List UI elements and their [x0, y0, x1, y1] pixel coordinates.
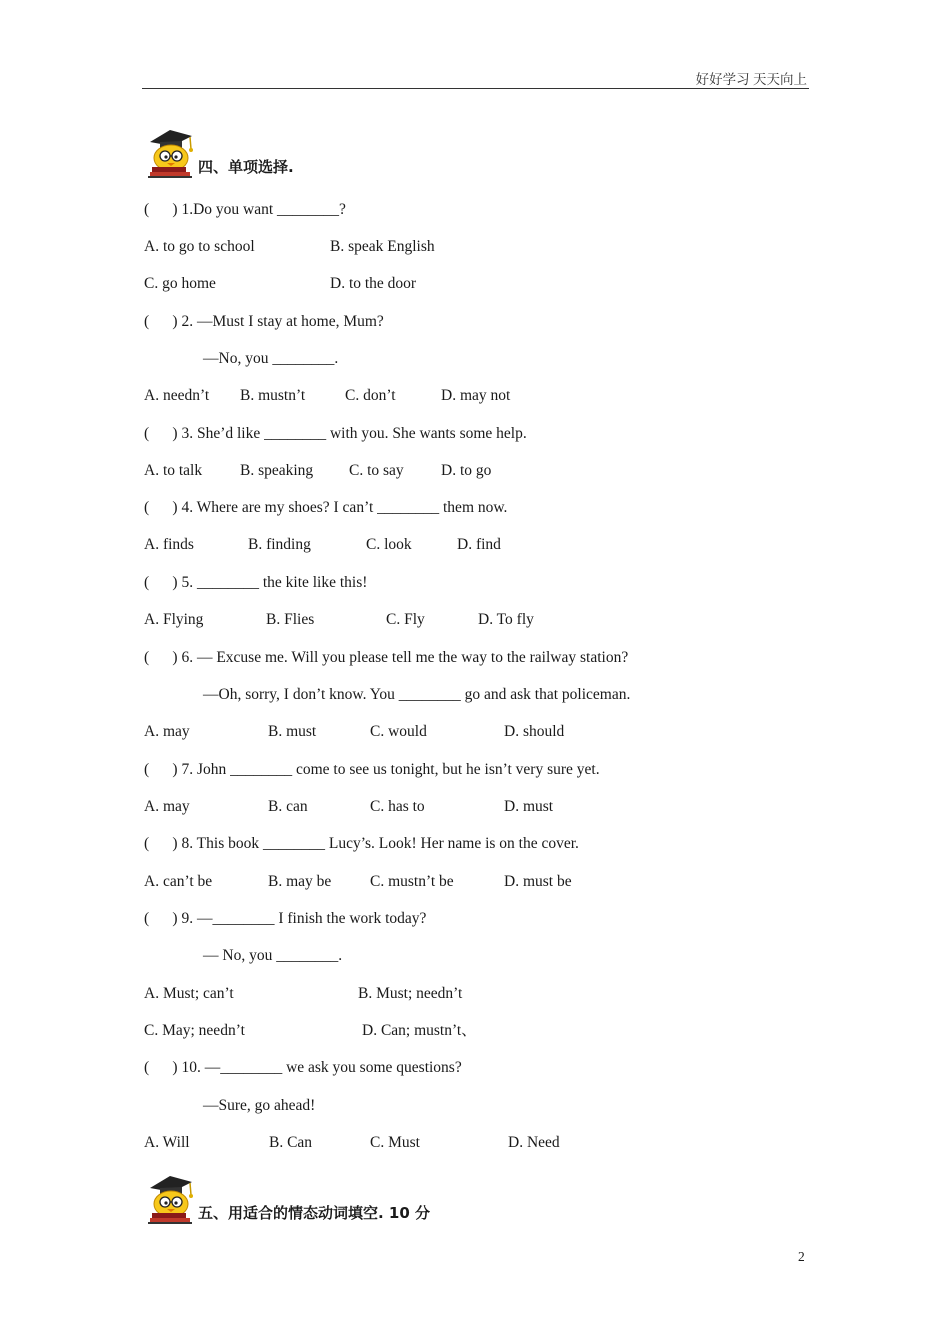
scholar-mascot-icon: [142, 1168, 196, 1224]
question-8-stem: ( ) 8. This book ________ Lucy’s. Look! Her name is on the cover.: [144, 835, 579, 852]
q2-option-c: C. don’t: [345, 387, 396, 404]
q3-option-b: B. speaking: [240, 462, 314, 479]
q1-option-a: A. to go to school: [144, 238, 255, 255]
question-9-reply: — No, you ________.: [203, 947, 343, 964]
q5-option-d: D. To fly: [478, 611, 534, 628]
question-6-reply: —Oh, sorry, I don’t know. You ________ go and ask that policeman.: [203, 686, 631, 703]
q4-option-c: C. look: [366, 536, 412, 553]
question-10-stem: ( ) 10. —________ we ask you some questions?: [144, 1059, 462, 1076]
q7-option-c: C. has to: [370, 798, 425, 815]
section-five-title: 五、用适合的情态动词填空. 10 分: [198, 1204, 431, 1222]
q9-option-d: D. Can; mustn’t、: [362, 1022, 477, 1039]
q3-option-a: A. to talk: [144, 462, 203, 479]
q8-option-a: A. can’t be: [144, 873, 213, 890]
q5-option-b: B. Flies: [266, 611, 315, 628]
q10-option-a: A. Will: [144, 1134, 190, 1151]
q7-option-d: D. must: [504, 798, 554, 815]
q4-option-a: A. finds: [144, 536, 194, 553]
q3-option-c: C. to say: [349, 462, 404, 479]
q6-option-d: D. should: [504, 723, 565, 740]
section-four-heading: [142, 122, 642, 178]
q1-option-d: D. to the door: [330, 275, 417, 292]
q8-option-b: B. may be: [268, 873, 332, 890]
question-9-stem: ( ) 9. —________ I finish the work today?: [144, 910, 427, 927]
section-four-title: 四、单项选择.: [198, 158, 294, 176]
q6-option-b: B. must: [268, 723, 317, 740]
question-1-stem: ( ) 1.Do you want ________?: [144, 201, 346, 218]
q6-option-c: C. would: [370, 723, 427, 740]
page-number: 2: [798, 1249, 805, 1264]
q2-option-d: D. may not: [441, 387, 511, 404]
q9-option-c: C. May; needn’t: [144, 1022, 245, 1039]
q5-option-c: C. Fly: [386, 611, 425, 628]
question-6-stem: ( ) 6. — Excuse me. Will you please tell me the way to the railway station?: [144, 649, 629, 666]
q8-option-d: D. must be: [504, 873, 572, 890]
q6-option-a: A. may: [144, 723, 190, 740]
q9-option-b: B. Must; needn’t: [358, 985, 463, 1002]
q1-option-b: B. speak English: [330, 238, 435, 255]
q7-option-a: A. may: [144, 798, 190, 815]
q5-option-a: A. Flying: [144, 611, 204, 628]
header-motto: 好好学习 天天向上: [695, 72, 807, 87]
question-2-stem: ( ) 2. —Must I stay at home, Mum?: [144, 313, 384, 330]
scholar-mascot-icon: [142, 122, 196, 178]
q2-option-b: B. mustn’t: [240, 387, 306, 404]
q7-option-b: B. can: [268, 798, 308, 815]
q4-option-b: B. finding: [248, 536, 311, 553]
q4-option-d: D. find: [457, 536, 501, 553]
question-4-stem: ( ) 4. Where are my shoes? I can’t ________ them now.: [144, 499, 508, 516]
question-10-reply: —Sure, go ahead!: [203, 1097, 316, 1114]
q1-option-c: C. go home: [144, 275, 216, 292]
section-five-heading: [142, 1168, 642, 1224]
q10-option-b: B. Can: [269, 1134, 313, 1151]
question-2-reply: —No, you ________.: [203, 350, 339, 367]
q3-option-d: D. to go: [441, 462, 492, 479]
q8-option-c: C. mustn’t be: [370, 873, 454, 890]
question-3-stem: ( ) 3. She’d like ________ with you. She wants some help.: [144, 425, 527, 442]
question-7-stem: ( ) 7. John ________ come to see us tonight, but he isn’t very sure yet.: [144, 761, 600, 778]
header-rule: [142, 88, 809, 89]
q2-option-a: A. needn’t: [144, 387, 210, 404]
q9-option-a: A. Must; can’t: [144, 985, 234, 1002]
q10-option-d: D. Need: [508, 1134, 560, 1151]
q10-option-c: C. Must: [370, 1134, 420, 1151]
question-5-stem: ( ) 5. ________ the kite like this!: [144, 574, 368, 591]
